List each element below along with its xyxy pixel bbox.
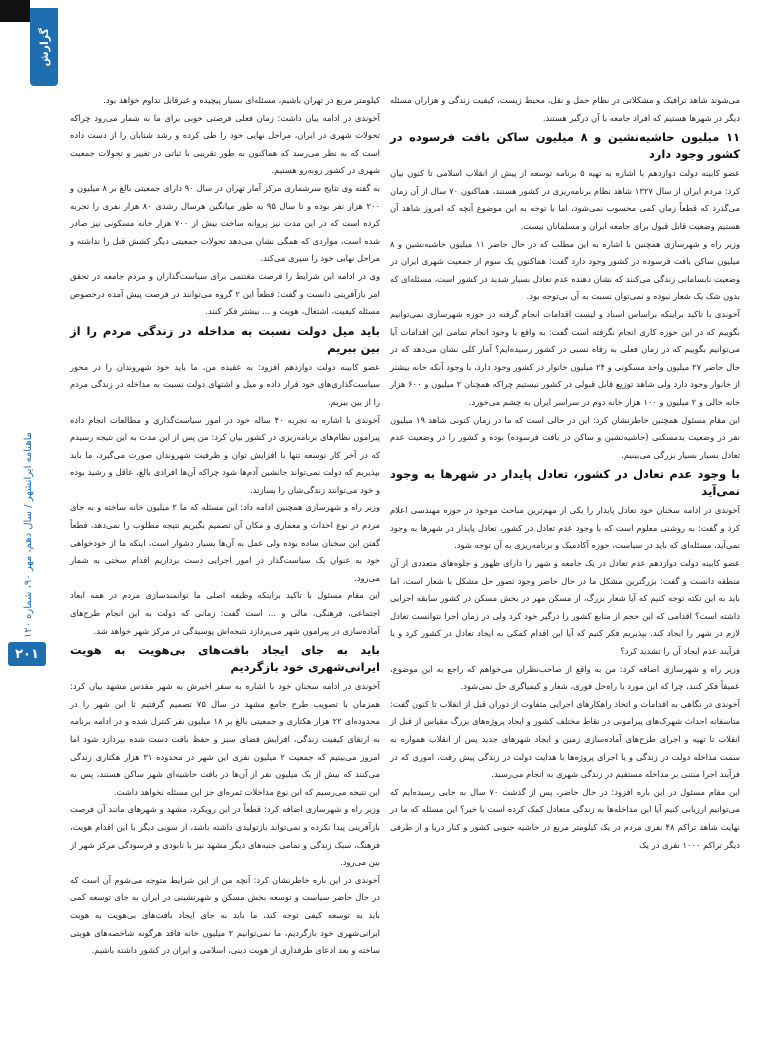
paragraph: آخوندی با تاکید براینکه براساس اسناد و لیست اقدامات انجام گرفته در حوزه شهرسازی نمی‌توانیم بگوییم که در این حوزه کاری انجام نگرفته است گفت: به واقع با وجود انجام تمامی این اقدامات آیا می‌توانیم بگوییم که در زمان فعلی به رفاه نسبی در کشور رسیده‌ایم؟ آمار کلی نشان می‌دهد که در حال حاضر ۲۷ میلیون واحد مسکونی و ۲۴ میلیون خانوار در کشور وجود دارد، با وجود آنکه خانه بیشتر از خانوار وجود دارد ولی شاهد توزیع قابل قبولی در کشور نیستیم چراکه همچنان ۲ میلیون و ۶۰۰ هزار خانه خالی و ۲ میلیون و ۱۰۰ هزار خانه دوم در سراسر ایران به چشم می‌خورد. (390, 308, 740, 407)
paragraph: آخوندی در نگاهی به اقدامات و اتخاذ راهکارهای اجرایی متفاوت از دوران قبل از انقلاب تا کنون گفت: متاسفانه احداث شهرک‌های پیرامونی در نقاط مختلف کشور و ایجاد پروژه‌های بزرگ مقیاس از قبل از انقلاب تا تهیه و اجرای طرح‌های آماده‌سازی زمین و ایجاد شهرهای جدید پس از انقلاب همواره به سمت مداخله دولت در زندگی و یا اجرای پروژه‌ها با هدایت دولت در زندگی پیش رفت، اموری که در فرآیند اجرا مبتنی بر مداخله مستقیم در زندگی شهری به انجام می‌رسید. (390, 698, 740, 780)
paragraph: آخوندی با اشاره به تجربه ۴۰ ساله خود در امور سیاست‌گذاری و مطالعات انجام داده پیرامون نظام‌های برنامه‌ریزی در کشور بیان کرد: من پس از این مدت به این نتیجه رسیدم که در آخر کار توسعه تنها با افزایش توان و ظرفیت شهروندان صورت می‌گیرد، ما باید بپذیریم که دولت نمی‌تواند جانشین آدم‌ها شود چراکه آن‌ها افرادی بالغ، عاقل و رشید بوده و خود می‌توانند زندگی‌شان را بسازند. (70, 414, 380, 495)
paragraph: این مقام مسئول همچنین خاطرنشان کرد: این در حالی است که ما در زمان کنونی شاهد ۱۹ میلیون نفر در وضعیت بدمسکنی (حاشیه‌نشین و ساکن در بافت فرسوده) بوده و کشور را در وضعیت عدم تعادل بسیار بسیار بزرگی می‌بینیم. (390, 414, 741, 460)
section-label: گزارش (37, 27, 51, 67)
page-number: ۲۰۱ (8, 642, 46, 666)
issue-info: سال دهم، مهر ۹۰، شماره ۱۲۰ (22, 511, 34, 639)
section-heading: باید به جای ایجاد بافت‌های بی‌هویت به هویت ایرانی‌شهری خود بازگردیم (70, 643, 380, 675)
section-heading: با وجود عدم تعادل در کشور، تعادل پایدار در شهرها به وجود نمی‌آید (390, 467, 740, 499)
paragraph: کیلومتر مربع در تهران باشیم، مسئله‌ای بسیار پیچیده و غیرقابل تداوم خواهد بود. (103, 95, 380, 105)
article-column-left (70, 92, 380, 960)
paragraph: آخوندی در ادامه سخنان خود با اشاره به سفر اخیرش به شهر مقدس مشهد بیان کرد: همزمان با تصویب طرح جامع مشهد در سال ۷۵ تصمیم گرفتیم تا این شهر را در محدوده‌ای ۲۲ هزار هکتاری و جمعیتی بالغ بر ۱۸ میلیون نفر کنترل شده و در ادامه برنامه به ارتقای کیفیت زندگی، افزایش فضای سبز و حفظ بافت دست شده بپردازد شود اما امروز می‌بینیم که جمعیت ۲ میلیون نفری این شهر در محدوده ۳۱ هزار هکتاری زندگی می‌کنند که بیش از یک میلیون نفر از آن‌ها در بافت حاشیه‌ای شهر ساکن هستند، پس به این نتیجه می‌رسیم که این نوع مداخلات ثمره‌ای جز این مسئله نخواهد داشت. (70, 681, 380, 797)
paragraph: آخوندی در ادامه بیان داشت: زمان فعلی فرصتی خوبی برای ما به شمار می‌رود چراکه تحولات شهری در ایران، مراحل نهایی خود را طی کرده و رشد شتابان را از دست داده است که به نظر می‌رسد که هماکنون به طور تقریبی با ثباتی در تغییر و تحولات جمعیت شهری در کشور روبه‌رو هستیم. (70, 112, 380, 176)
paragraph: وزیر راه و شهرسازی همچنین با اشاره به این مطلب که در حال حاضر ۱۱ میلیون حاشیه‌نشین و ۸ میلیون ساکن بافت فرسوده در کشور وجود دارد گفت: هماکنون یک سوم از جمعیت شهری ایران در وضعیت نابسامانی زندگی می‌کنند که نشان دهنده عدم تعادل بسیار شدید در کشور است، مسئله‌ای که بدون شک یک شعار نبوده و نمی‌توان نسبت به آن بی‌توجه بود. (390, 238, 741, 302)
journal-name: ماهنامه ایرانشهر (22, 431, 34, 502)
paragraph: وی در ادامه این شرایط را فرصت مغتنمی برای سیاست‌گذاران و مردم جامعه در تحقق امر بازآفرینی دانست و گفت: قطعاً این ۲ گروه می‌توانند در فرصت پیش آمده درخصوص مسئله کیفیت، اشتغال، هویت و ... بیشتر فکر کنند. (70, 270, 380, 317)
section-heading: ۱۱ میلیون حاشیه‌نشین و ۸ میلیون ساکن بافت فرسوده در کشور وجود دارد (390, 130, 740, 162)
journal-sidebar: ماهنامه ایرانشهر / سال دهم، مهر ۹۰، شماره ۱۲۰ (22, 431, 34, 639)
paragraph: وزیر راه و شهرسازی همچنین ادامه داد: این مسئله که ما ۲ میلیون خانه ساخته و به جای مردم در نوع احداث و معماری و مکان آن تصمیم بگیریم نتیجه مطلوب را نمی‌دهد، قطعاً گفتن این سخنان ساده بوده ولی عمل به آن‌ها بسیار دشوار است، اینکه ما از خودخواهی خود به عنوان یک سیاست‌گذار در امور اجرایی دست برداریم اقدام سختی به شمار می‌رود. (70, 502, 380, 583)
paragraph: این مقام مسئول با تاکید براینکه وظیفه اصلی ما توانمندسازی مردم در همه ابعاد اجتماعی، فرهنگی، مالی و ... است گفت: زمانی که دولت به این انجام طرح‌های آماده‌سازی در پیرامون شهر می‌پردازد نتیجه‌اش پوسیدگی در مرکز شهر خواهد شد. (70, 590, 380, 636)
paragraph: این مقام مسئول در این باره افزود: در حال حاضر، پس از گذشت ۷۰ سال به جایی رسیده‌ایم که می‌توانیم ارزیابی کنیم آیا این مداخله‌ها به زندگی متعادل کمک کرده است یا خیر؟ این مسئله که ما در نهایت شاهد تراکم ۴۸ نفری مردم در یک کیلومتر مربع در حاشیه جنوبی کشور و کنار دریا و از طرفی دیگر تراکم ۱۰۰۰ نفری در یک (390, 786, 740, 850)
paragraph: آخوندی در این باره خاطرنشان کرد: آنچه من از این شرایط متوجه می‌شوم آن است که در حال حاضر سیاست و توسعه بخش مسکن و شهرنشینی در ایران به جای توسعه کمی باید به توسعه کیفی توجه کند، ما باید به جای ایجاد بافت‌های بی‌هویت به هویت ایرانی‌شهری خود بازگردیم، ما نمی‌توانیم ۲ میلیون خانه فاقد هرگونه شاخصه‌های هویتی ساخته و بعد ادعای طرفداری از هویت دینی، اسلامی و ایران در کشور داشته باشیم. (70, 874, 380, 956)
section-heading: باید میل دولت نسبت به مداخله در زندگی مردم را از بین ببریم (70, 323, 380, 355)
paragraph: به گفته وی نتایج سرشماری مرکز آمار تهران در سال ۹۰ دارای جمعیتی بالغ بر ۸ میلیون و ۲۰۰ هزار نفر بوده و تا سال ۹۵ به طور میانگین هرسال رشدی ۸۰ هزار نفری را تجربه کرده است که در این مدت نیز پروانه ساخت بیش از ۷۰۰ هزار خانه مسکونی نیز صادر شده است، مواردی که همگی نشان می‌دهد تحولات جمعیتی دیگر کشش قبل را نداشته و مراحل نهایی خود را سپری می‌کند. (70, 182, 381, 264)
paragraph: آخوندی در ادامه سخنان خود تعادل پایدار را یکی از مهم‌ترین مباحث موجود در حوزه مهندسی اعلام کرد و گفت: به روشنی معلوم است که با وجود عدم تعادل در کشور، تعادل پایدار در شهرها به وجود نمی‌آید، مسئله‌ای که باید در سیاست، حوزه آکادمیک و برنامه‌ریزی به آن توجه شود. (390, 505, 740, 551)
paragraph: عضو کابینه دولت دوازدهم عدم تعادل در یک جامعه و شهر را دارای ظهور و جلوه‌های متعددی از آن منطقه دانست و گفت: بزرگترین مشکل ما در حال حاضر وجود تصور حل مشکل با شعار است، اما باید به این نکته توجه کنیم که آیا شعار بزرگ، از مسکن مهر در بخش مسکن در کشور سابقه اجرایی داشته است؟ اقدامی که این حجم از منابع کشور را درگیر خود کرد ولی در زمان اجرا نتوانست تعادل لازم در شهر را ایجاد کند. بپذیریم فکر کنیم که آیا این اقدام کمکی به ایجاد تعادل در کشور کرد و یا فرآیند عدم ایجاد آن را تشدید کرد؟ (390, 558, 740, 657)
paragraph: وزیر راه و شهرسازی اضافه کرد: من به واقع از صاحب‌نظران می‌خواهم که راجع به این موضوع، عمیقاً فکر کنند، چرا که این مورد با راه‌حل فوری، شعار و کیمیاگری حل نمی‌شود. (390, 663, 740, 692)
paragraph: می‌شوند شاهد ترافیک و مشکلاتی در نظام حمل و نقل، محیط زیست، کیفیت زندگی و هزاران مسئله دیگر در شهرها هستیم که افراد جامعه با آن درگیر هستند. (390, 95, 740, 123)
section-badge (30, 8, 58, 86)
paragraph: عضو کابینه دولت دوازدهم با اشاره به تهیه ۵ برنامه توسعه از پیش از انقلاب اسلامی تا کنون بیان کرد: مردم ایران از سال ۱۳۲۷ شاهد نظام برنامه‌ریزی در کشور هستند، هماکنون ۷۰ سال از آن زمان می‌گذرد که قطعاً زمان کمی محسوب نمی‌شود، اما با توجه به این موضوع آنچه که امروز شاهد آن هستیم وضعیت قابل قبول برای جامعه ایران و مسلمانان نیست. (390, 168, 741, 231)
article-column-right (390, 92, 740, 854)
paragraph: وزیر راه و شهرسازی اضافه کرد: قطعاً در این رویکرد، مشهد و شهرهای مانند آن فرصت بازآفرینی پیدا نکرده و نمی‌تواند بازتولیدی داشته باشد، از سویی دیگر با این اقدام هویت، فرهنگ، سبک زندگی و تمامی جنبه‌های دیگر مشهد نیز با نابودی و فرسودگی مرکز شهر از بین می‌رود. (70, 804, 380, 868)
corner-decoration (0, 0, 30, 22)
paragraph: عضو کابینه دولت دوازدهم افزود: به عقیده من، ما باید خود شهروندان را در محور سیاست‌گذاری‌های خود قرار داده و میل و اشتهای دولت نسبت به مداخله در زندگی مردم را از بین ببریم. (70, 361, 380, 407)
